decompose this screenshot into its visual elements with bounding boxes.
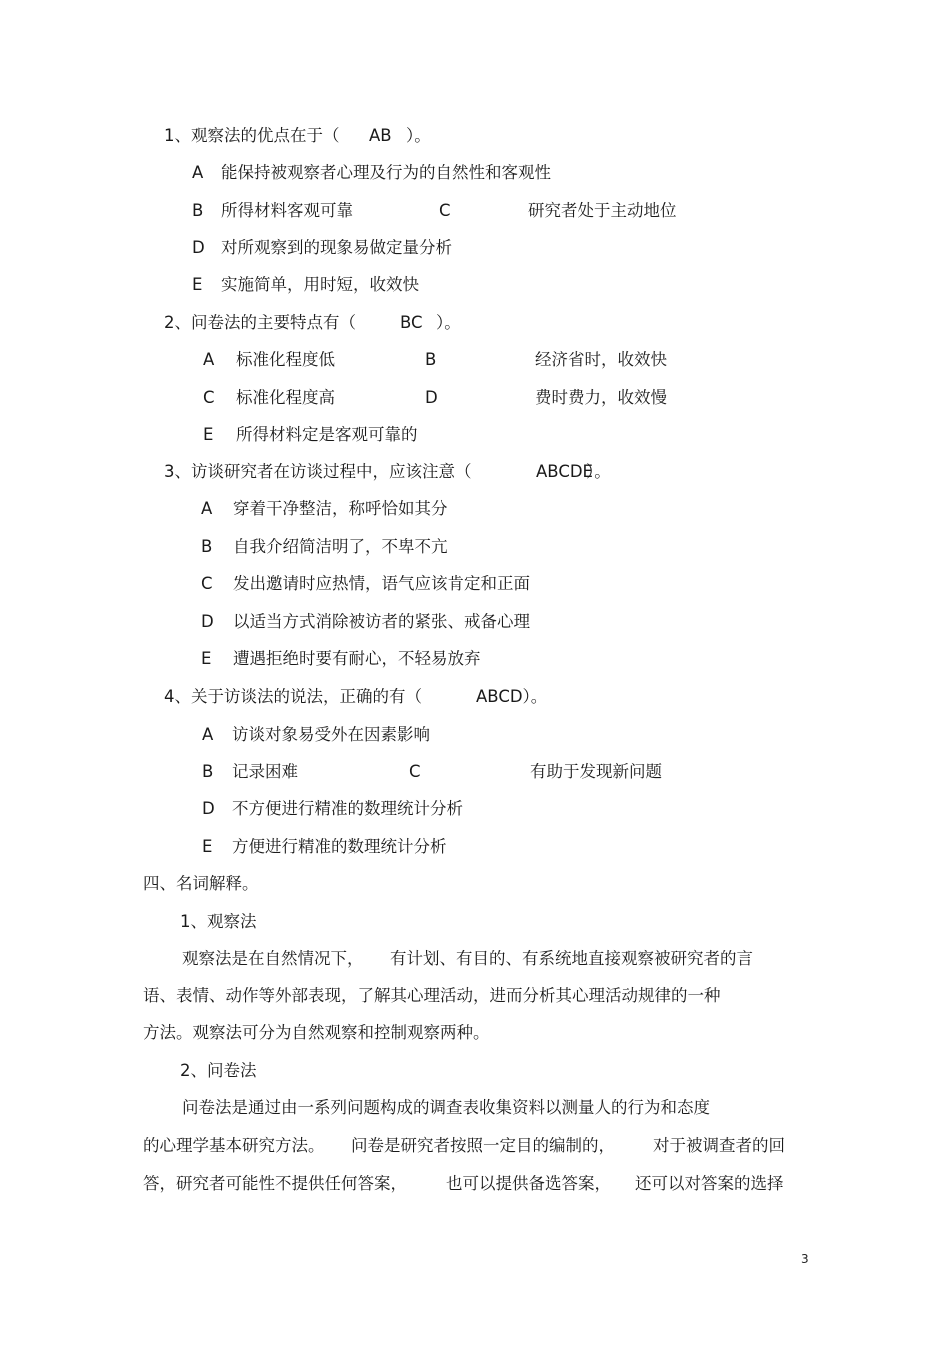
term-1-line-1-part-2: 有计划、有目的、有系统地直接观察被研究者的言: [390, 949, 753, 968]
term-2-line-3-part-3: 还可以对答案的选择: [635, 1174, 784, 1193]
term-1-line-3-text: 方法。观察法可分为自然观察和控制观察两种。: [143, 1023, 490, 1042]
question-1-answer: AB: [369, 126, 392, 145]
option-text: 费时费力，收效慢: [535, 388, 667, 407]
term-2-line-2-part-3: 对于被调查者的回: [653, 1136, 785, 1155]
term-2-title: 2、问卷法: [180, 1061, 257, 1080]
option-text: 遭遇拒绝时要有耐心，不轻易放弃: [233, 649, 481, 668]
option-text: 自我介绍简洁明了，不卑不亢: [233, 537, 448, 556]
question-4-answer: ABCD）。: [476, 687, 548, 706]
option-text: 标准化程度低: [236, 350, 335, 369]
term-2-line-2-part-2: 问卷是研究者按照一定目的编制的，: [351, 1136, 615, 1155]
option-text: 研究者处于主动地位: [528, 201, 677, 220]
option-text: 有助于发现新问题: [530, 762, 662, 781]
option-text: 所得材料定是客观可靠的: [236, 425, 418, 444]
term-2-line-1-text: 问卷法是通过由一系列问题构成的调查表收集资料以测量人的行为和态度: [182, 1098, 710, 1117]
option-text: 实施简单，用时短，收效快: [221, 275, 419, 294]
option-letter: A: [202, 725, 214, 744]
term-1-title: 1、观察法: [180, 912, 257, 931]
question-1-tail: ）。: [406, 126, 431, 145]
question-1-stem: 1、观察法的优点在于（: [164, 126, 340, 145]
option-text: 所得材料客观可靠: [221, 201, 353, 220]
option-letter: E: [201, 649, 212, 668]
option-text: 不方便进行精准的数理统计分析: [232, 799, 463, 818]
option-letter: A: [203, 350, 215, 369]
option-letter: C: [439, 201, 451, 220]
option-letter: B: [201, 537, 213, 556]
option-text: 经济省时，收效快: [535, 350, 667, 369]
term-1-line-2-text: 语、表情、动作等外部表现，了解其心理活动，进而分析其心理活动规律的一种: [143, 986, 721, 1005]
term-2-line-2-part-1: 的心理学基本研究方法。: [143, 1136, 325, 1155]
option-letter: B: [425, 350, 437, 369]
option-letter: A: [192, 163, 204, 182]
question-2-stem: 2、问卷法的主要特点有（: [164, 313, 356, 332]
question-3-answer: ABCDE: [536, 462, 593, 481]
option-letter: A: [201, 499, 213, 518]
option-letter: D: [192, 238, 205, 257]
question-4-stem: 4、关于访谈法的说法，正确的有（: [164, 687, 422, 706]
option-letter: D: [425, 388, 438, 407]
option-letter: C: [203, 388, 215, 407]
option-letter: E: [203, 425, 214, 444]
option-text: 穿着干净整洁，称呼恰如其分: [233, 499, 448, 518]
option-letter: E: [202, 837, 213, 856]
question-3-tail: ）。: [586, 462, 611, 481]
question-3-stem: 3、访谈研究者在访谈过程中，应该注意（: [164, 462, 472, 481]
option-letter: E: [192, 275, 203, 294]
term-2-line-3-part-2: 也可以提供备选答案，: [446, 1174, 611, 1193]
option-text: 对所观察到的现象易做定量分析: [221, 238, 452, 257]
option-letter: C: [201, 574, 213, 593]
option-text: 能保持被观察者心理及行为的自然性和客观性: [221, 163, 551, 182]
option-text: 方便进行精准的数理统计分析: [232, 837, 447, 856]
term-1-line-1-part-1: 观察法是在自然情况下，: [182, 949, 364, 968]
question-2-answer: BC: [400, 313, 423, 332]
option-text: 以适当方式消除被访者的紧张、戒备心理: [233, 612, 530, 631]
option-letter: C: [409, 762, 421, 781]
option-text: 发出邀请时应热情，语气应该肯定和正面: [233, 574, 530, 593]
option-text: 记录困难: [232, 762, 298, 781]
option-letter: B: [192, 201, 204, 220]
option-text: 访谈对象易受外在因素影响: [232, 725, 430, 744]
option-text: 标准化程度高: [236, 388, 335, 407]
option-letter: D: [201, 612, 214, 631]
option-letter: B: [202, 762, 214, 781]
question-2-tail: ）。: [436, 313, 461, 332]
page-number: 3: [801, 1252, 809, 1266]
term-2-line-3-part-1: 答，研究者可能性不提供任何答案，: [143, 1174, 407, 1193]
option-letter: D: [202, 799, 215, 818]
section-heading: 四、名词解释。: [143, 874, 259, 893]
